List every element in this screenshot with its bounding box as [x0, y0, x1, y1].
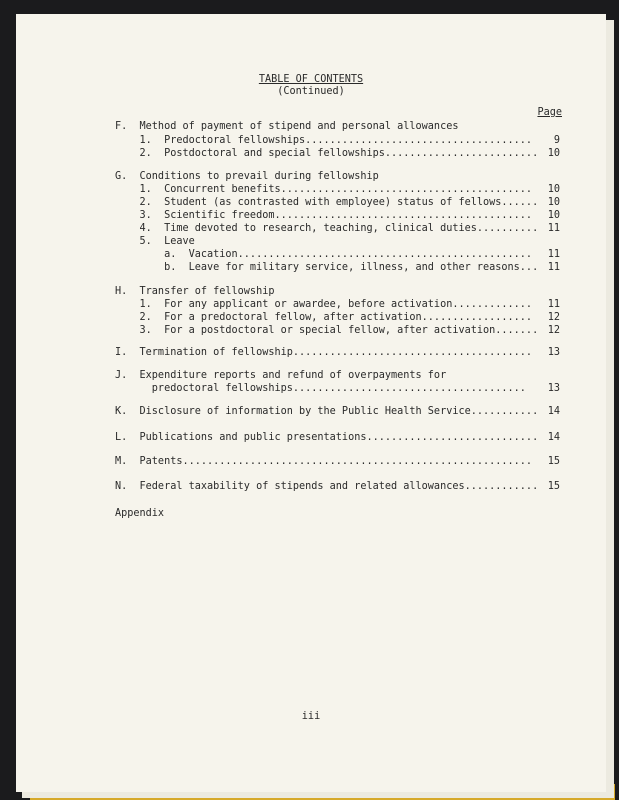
toc-page-number: 12 — [547, 325, 560, 336]
toc-page-number: 15 — [547, 456, 560, 467]
toc-entry: Appendix — [115, 508, 165, 519]
toc-entry: 1. For any applicant or awardee, before activation............. — [115, 299, 533, 310]
toc-page-number: 14 — [547, 406, 560, 417]
toc-entry: H. Transfer of fellowship — [115, 286, 275, 297]
toc-entry: 3. For a postdoctoral or special fellow, after activation....... — [115, 325, 539, 336]
toc-entry: 1. Predoctoral fellowships..................................... — [115, 135, 533, 146]
toc-page-number: 10 — [547, 148, 560, 159]
toc-entry: N. Federal taxability of stipends and related allowances............ — [115, 481, 539, 492]
toc-title: TABLE OF CONTENTS — [258, 74, 364, 85]
toc-entry: 4. Time devoted to research, teaching, clinical duties.......... — [115, 223, 539, 234]
toc-entry: a. Vacation................................................ — [115, 249, 533, 260]
toc-entry: 5. Leave — [115, 236, 195, 247]
toc-entry: 1. Concurrent benefits......................................... — [115, 184, 533, 195]
toc-entry: 3. Scientific freedom.......................................... — [115, 210, 533, 221]
toc-entry: K. Disclosure of information by the Public Health Service........... — [115, 406, 539, 417]
toc-page-number: 9 — [553, 135, 560, 146]
toc-page-number: 15 — [547, 481, 560, 492]
toc-entry: predoctoral fellowships...................................... — [115, 383, 526, 394]
document-page — [16, 14, 606, 792]
toc-page-number: 13 — [547, 347, 560, 358]
toc-page-number: 10 — [547, 184, 560, 195]
toc-page-number: 11 — [547, 249, 560, 260]
toc-entry: 2. Postdoctoral and special fellowships......................... — [115, 148, 539, 159]
toc-page-number: 10 — [547, 197, 560, 208]
toc-subtitle-block — [16, 86, 606, 99]
toc-entry: M. Patents......................................................... — [115, 456, 533, 467]
toc-entry: F. Method of payment of stipend and personal allowances — [115, 121, 459, 132]
toc-entry: b. Leave for military service, illness, and other reasons... — [115, 262, 539, 273]
page-number-footer: iii — [301, 711, 321, 722]
toc-subtitle: (Continued) — [277, 86, 345, 97]
toc-page-number: 11 — [547, 223, 560, 234]
toc-page-number: 10 — [547, 210, 560, 221]
toc-page-number: 14 — [547, 432, 560, 443]
toc-entry: L. Publications and public presentations............................ — [115, 432, 539, 443]
toc-entry: 2. For a predoctoral fellow, after activation.................. — [115, 312, 533, 323]
page-column-header: Page — [537, 107, 562, 118]
toc-page-number: 11 — [547, 262, 560, 273]
toc-entry: G. Conditions to prevail during fellowship — [115, 171, 379, 182]
toc-entry: 2. Student (as contrasted with employee) status of fellows...... — [115, 197, 539, 208]
toc-page-number: 13 — [547, 383, 560, 394]
toc-entry: J. Expenditure reports and refund of overpayments for — [115, 370, 447, 381]
toc-title-block — [16, 74, 606, 87]
toc-page-number: 11 — [547, 299, 560, 310]
toc-page-number: 12 — [547, 312, 560, 323]
toc-entry: I. Termination of fellowship....................................... — [115, 347, 533, 358]
